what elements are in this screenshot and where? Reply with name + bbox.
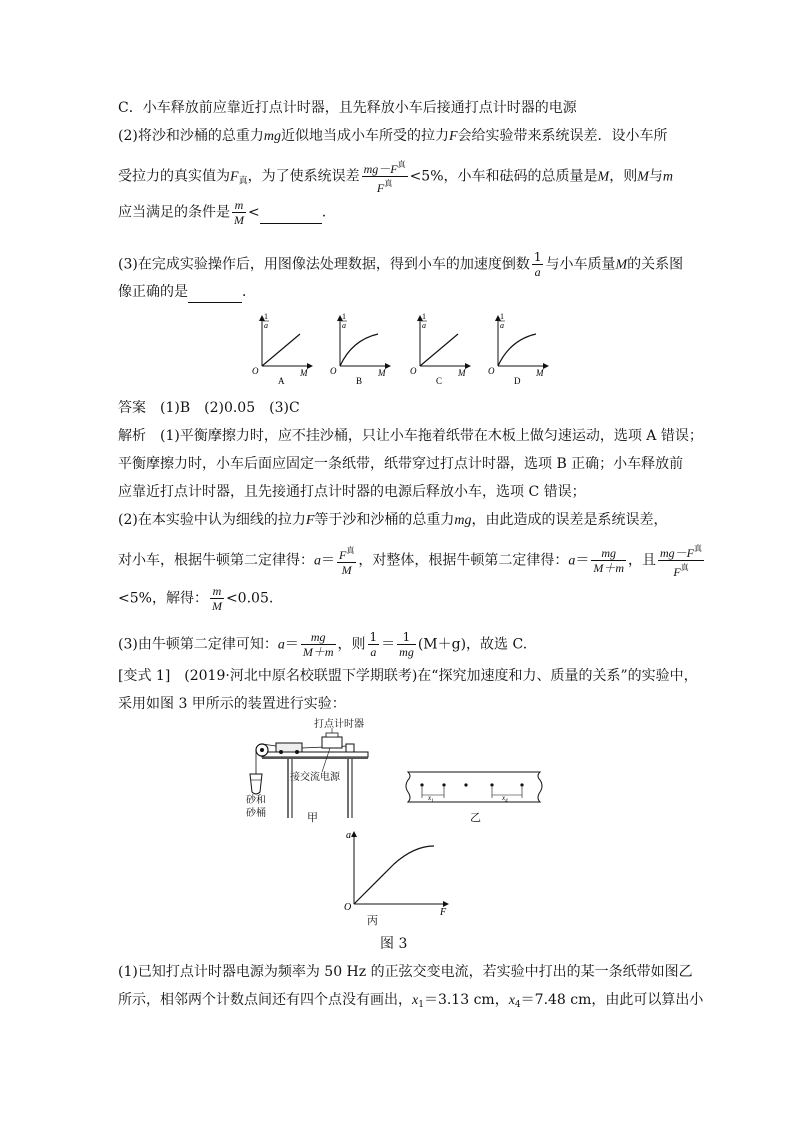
- equals-sign: ＝: [381, 636, 396, 653]
- fraction: [337, 544, 356, 577]
- analysis-line-2: 平衡摩擦力时，小车后面应固定一条纸带，纸带穿过打点计时器，选项 B 正确；小车释放前: [118, 456, 684, 472]
- analysis-text: ，对整体，根据牛顿第二定律得：: [358, 552, 569, 569]
- sand-label-2: 砂桶: [246, 808, 266, 819]
- origin-label: O: [252, 366, 259, 376]
- q1-var: x: [508, 993, 515, 1008]
- frac-den: M＋m: [593, 561, 625, 575]
- fraction: [301, 630, 336, 659]
- frac-sup: 真: [397, 160, 406, 169]
- option-label: C: [436, 376, 443, 386]
- graph-b: [330, 312, 390, 386]
- sand-label-1: 砂和: [246, 795, 266, 806]
- x-label: M: [378, 368, 386, 378]
- ac-power-label: 接交流电源: [290, 772, 340, 783]
- q2-sub: 真: [238, 176, 248, 187]
- fraction: [658, 542, 704, 579]
- option-c: C．小车释放前应靠近打点计时器，且先释放小车后接通打点计时器的电源: [118, 100, 577, 116]
- y-num: 1: [500, 312, 504, 321]
- y-num: 1: [264, 312, 268, 321]
- analysis-line-1: 解析 (1)平衡摩擦力时，应不挂沙桶，只让小车拖着纸带在木板上做匀速运动，选项 A 错误；: [118, 428, 703, 444]
- q2-text: 受拉力的真实值为: [118, 168, 230, 185]
- frac-num: mg: [301, 630, 336, 645]
- y-den: a: [500, 321, 504, 330]
- frac-num: 1: [533, 250, 542, 264]
- frac-den: M＋m: [302, 645, 334, 659]
- fraction: [591, 546, 626, 575]
- graph-a: [252, 312, 312, 386]
- label-bing: 丙: [367, 914, 378, 927]
- analysis-var: mg: [454, 513, 472, 528]
- paper-tape-figure: [404, 768, 548, 814]
- frac-sup: 真: [346, 546, 355, 555]
- analysis-line-5: [118, 542, 706, 579]
- frac-den: a: [534, 265, 541, 279]
- analysis-var: a: [568, 553, 576, 569]
- frac-den: M: [341, 563, 352, 577]
- graph-origin: O: [344, 902, 352, 913]
- q3-text: 与小车质量: [545, 256, 616, 273]
- y-num: 1: [422, 312, 426, 321]
- y-num: 1: [342, 312, 346, 321]
- figure-caption: 图 3: [380, 936, 408, 952]
- graph-x-label: F: [440, 907, 447, 916]
- analysis-text: 对小车，根据牛顿第二定律得：: [118, 552, 314, 569]
- q1-sub: 4: [514, 1000, 521, 1010]
- option-label: B: [356, 376, 363, 386]
- timer-label: 打点计时器: [314, 719, 364, 730]
- frac-den: mg: [399, 645, 414, 659]
- frac-den: a: [370, 645, 377, 659]
- frac-sup: 真: [694, 544, 703, 553]
- analysis-text: ，由此造成的误差是系统误差，: [471, 512, 668, 528]
- variant-line-2: 采用如图 3 甲所示的装置进行实验：: [118, 696, 346, 712]
- q2-var: F: [230, 169, 239, 185]
- equals-sign: ＝: [321, 552, 335, 569]
- frac-den: F: [376, 181, 385, 195]
- graph-c: [410, 312, 470, 386]
- fraction: [210, 584, 224, 613]
- q2-text: <: [248, 204, 260, 221]
- variant-line-1: [变式 1] (2019·河北中原名校联盟下学期联考)在“探究加速度和力、质量的关系”的实验中，: [118, 668, 698, 684]
- y-den: a: [422, 321, 426, 330]
- analysis-text: ，且: [628, 552, 657, 569]
- x-label: M: [536, 368, 544, 378]
- analysis-text: (3)由牛顿第二定律可知：: [118, 636, 278, 653]
- x-label: M: [300, 368, 308, 378]
- q3-text: 像正确的是: [118, 284, 188, 300]
- frac-sup: 真: [680, 563, 689, 572]
- q1-line-1: (1)已知打点计时器电源为频率为 50 Hz 的正弦交变电流，若实验中打出的某一条纸带如图乙: [118, 964, 693, 980]
- answer-blank: [188, 282, 242, 303]
- q2-var: F: [448, 129, 458, 144]
- q2-text: 会给实验带来系统误差．设小车所: [457, 128, 668, 144]
- x-label: M: [458, 368, 466, 378]
- q1-line-2: [118, 990, 703, 1015]
- q2-text: <5%，小车和砝码的总质量是: [409, 168, 598, 185]
- q2-text: 近似地当成小车所受的拉力: [280, 128, 449, 144]
- analysis-line-6: [118, 584, 273, 613]
- a-f-graph: [338, 826, 456, 916]
- label-yi: 乙: [470, 811, 481, 824]
- analysis-text: <0.05.: [225, 590, 274, 607]
- fraction: [368, 630, 380, 659]
- frac-num: m: [210, 584, 224, 599]
- q3-var: M: [615, 257, 628, 273]
- origin-label: O: [488, 366, 495, 376]
- frac-den: M: [211, 599, 222, 613]
- q2-line-1: [118, 126, 668, 147]
- option-label: A: [278, 376, 285, 386]
- analysis-line-3: 应靠近打点计时器，且先接通打点计时器的电源后释放小车，选项 C 错误；: [118, 484, 586, 500]
- q2-var: mg: [263, 129, 281, 144]
- error-fraction: [362, 158, 408, 195]
- analysis-var: a: [277, 637, 285, 653]
- q2-text: 应当满足的条件是: [118, 204, 230, 221]
- reciprocal-a-fraction: [532, 250, 544, 279]
- frac-num: mg－F: [363, 162, 398, 176]
- frac-num: 1: [397, 630, 416, 645]
- q2-text: 与: [648, 168, 663, 185]
- q3-text: (3)在完成实验操作后，用图像法处理数据，得到小车的加速度倒数: [118, 256, 530, 273]
- answer-blank: [260, 203, 322, 224]
- analysis-line-7: [118, 630, 527, 659]
- q1-text: ＝7.48 cm，由此可以算出小: [520, 992, 704, 1008]
- q1-text: ＝3.13 cm，: [423, 992, 509, 1008]
- frac-den: M: [234, 213, 244, 227]
- frac-den: F: [673, 565, 681, 579]
- option-graphs: [240, 310, 560, 392]
- q2-var: M: [597, 169, 610, 185]
- m-over-m-fraction: [232, 198, 246, 227]
- y-den: a: [264, 321, 268, 330]
- origin-label: O: [410, 366, 417, 376]
- frac-num: 1: [369, 630, 378, 644]
- q2-line-2: [118, 158, 673, 195]
- graph-d: [488, 312, 548, 386]
- q1-text: 所示，相邻两个计数点间还有四个点没有画出，: [118, 992, 412, 1008]
- frac-num: mg－F: [660, 546, 695, 560]
- fraction: [397, 630, 416, 659]
- q2-text: (2)将沙和沙桶的总重力: [118, 128, 264, 144]
- option-label: D: [514, 376, 521, 386]
- analysis-text: ，则: [337, 636, 366, 653]
- answer-line: 答案 (1)B (2)0.05 (3)C: [118, 400, 300, 416]
- label-jia: 甲: [307, 811, 318, 824]
- q2-var: m: [662, 169, 673, 185]
- analysis-text: 等于沙和沙桶的总重力: [314, 512, 455, 528]
- analysis-text: (M＋g)，故选 C.: [417, 636, 528, 653]
- q1-var: x: [412, 993, 419, 1008]
- graph-y-label: a: [346, 830, 351, 841]
- q3-text: 的关系图: [627, 256, 684, 273]
- equals-sign: ＝: [284, 636, 299, 653]
- q3-line-1: [118, 250, 683, 279]
- frac-sup: 真: [384, 179, 393, 188]
- q2-text: ，则: [609, 168, 638, 185]
- x1-label: $x_1$: [428, 794, 434, 804]
- analysis-line-4: [118, 510, 668, 531]
- y-den: a: [342, 321, 346, 330]
- origin-label: O: [330, 366, 337, 376]
- q3-text: ．: [242, 284, 256, 300]
- frac-num: m: [232, 198, 246, 213]
- x4-label: $x_4$: [502, 794, 508, 804]
- analysis-var: a: [314, 553, 321, 569]
- q3-line-2: [118, 282, 256, 303]
- q1-sub: 1: [418, 1000, 424, 1010]
- q2-var: M: [637, 169, 649, 185]
- equals-sign: ＝: [575, 552, 590, 569]
- analysis-text: (2)在本实验中认为细线的拉力: [118, 512, 306, 528]
- analysis-text: <5%，解得：: [118, 590, 208, 607]
- analysis-var: F: [305, 513, 315, 528]
- frac-num: F: [339, 548, 347, 562]
- q2-text: ，为了使系统误差: [247, 168, 360, 185]
- q2-line-3: 应当满足的条件是 $\frac{m}{M}$ < .: [118, 198, 327, 227]
- frac-num: mg: [591, 546, 626, 561]
